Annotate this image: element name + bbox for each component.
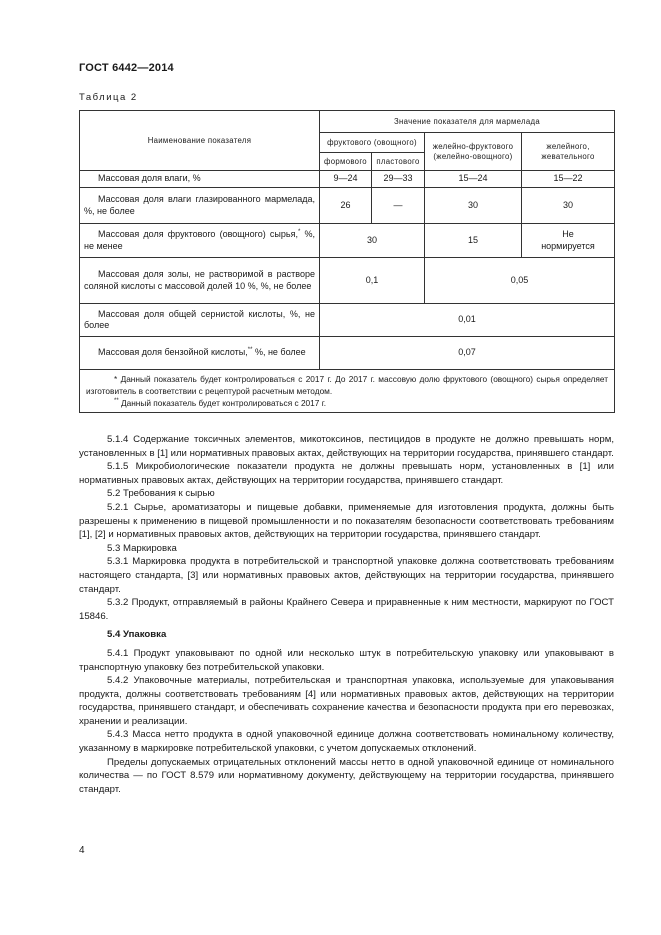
row-name: Массовая доля бензойной кислоты,** %, не более (80, 337, 320, 370)
table-row (80, 188, 615, 224)
paragraph-5-4-1: 5.4.1 Продукт упаковывают по одной или несколько штук в потребительскую упаковку или упаковывают в транспортную упаковку без потребительской упаковки. (79, 647, 614, 673)
cell-value: 15—22 (522, 171, 615, 188)
footnote-2: ** Данный показатель будет контролироваться с 2017 г. (114, 398, 327, 408)
cell-value: 15 (425, 224, 522, 258)
header-jelly-fruit: желейно-фруктового (желейно-овощного) (425, 133, 522, 171)
footnote-1: * Данный показатель будет контролироваться с 2017 г. До 2017 г. массовую долю фруктового (овощного) сырья определяет изготовитель в соответствии с рецептурой расчетным методом. (86, 374, 609, 396)
footnote-mark: * (297, 229, 301, 235)
paragraph-5-1-5: 5.1.5 Микробиологические показатели продукта не должны превышать норм, установленных в [1] или нормативных правовых актах, действующих на территории государства, принявшего стандарт. (79, 461, 614, 486)
header-fruit: фруктового (овощного) (320, 133, 425, 153)
cell-value: 0,05 (425, 258, 615, 304)
paragraph-5-3: 5.3 Маркировка (107, 542, 177, 554)
paragraph-5-4-3: 5.4.3 Масса нетто продукта в одной упаковочной единице должна соответствовать номинальному количеству, указанному в маркировке потребительской упаковки, с учетом допускаемых отклонений. (79, 729, 614, 755)
cell-value: 15—24 (425, 171, 522, 188)
cell-value: 30 (425, 188, 522, 224)
header-formed: формового (320, 153, 372, 171)
header-layer: пластового (372, 153, 425, 171)
cell-value: 29—33 (372, 171, 425, 188)
requirements-table (79, 110, 615, 413)
row-name: Массовая доля влаги, % (80, 171, 320, 188)
cell-value: 26 (320, 188, 372, 224)
paragraph-5-1-4: 5.1.4 Содержание токсичных элементов, микотоксинов, пестицидов в продукте не должно превышать норм, установленных в [1] или нормативных правовых актах, действующих на территории государства, принявшего стандарт. (79, 434, 614, 459)
row-name: Массовая доля общей сернистой кислоты, %, не более (80, 304, 320, 337)
table-row (80, 171, 615, 188)
paragraph-tolerance: Пределы допускаемых отрицательных отклонений массы нетто в одной упаковочной единице от номинального количества — по ГОСТ 8.579 или нормативному документу, действующему на территории государства, принявшего стандарт. (79, 756, 614, 795)
footnotes-cell (80, 370, 615, 413)
table-row (80, 304, 615, 337)
row-name: Массовая доля золы, не растворимой в растворе соляной кислоты с массовой долей 10 %, %, не более (80, 258, 320, 304)
document-body (79, 433, 614, 796)
cell-value: 30 (320, 224, 425, 258)
cell-value: 30 (522, 188, 615, 224)
section-heading-5-4: 5.4 Упаковка (107, 629, 167, 641)
row-name: Массовая доля влаги глазированного мармелада, %, не более (80, 188, 320, 224)
cell-value: 9—24 (320, 171, 372, 188)
header-value-group: Значение показателя для мармелада (320, 111, 615, 133)
standard-title: ГОСТ 6442—2014 (79, 62, 174, 74)
table-footnotes (80, 370, 615, 413)
cell-value: Не нормируется (522, 224, 615, 258)
table-caption: Таблица 2 (79, 92, 138, 103)
paragraph-5-2-1: 5.2.1 Сырье, ароматизаторы и пищевые добавки, применяемые для изготовления продукта, должны быть разрешены к применению в пищевой промышленности и по показателям безопасности соответствовать требованиям [1], [2] и нормативных правовых актов, действующих на территории государства, принявшего стандарт. (79, 501, 614, 541)
cell-value: 0,1 (320, 258, 425, 304)
paragraph-5-3-1: 5.3.1 Маркировка продукта в потребительской и транспортной упаковке должна соответствовать требованиям настоящего стандарта, [3] или нормативных правовых актов, действующих на территории государства, принявшего стандарт. (79, 556, 614, 595)
paragraph-5-2: 5.2 Требования к сырью (107, 488, 215, 500)
paragraph-5-4-2: 5.4.2 Упаковочные материалы, потребительская и транспортная упаковка, используемые для упаковывания продукта, должны соответствовать требованиям [4] или нормативных правовых актов, действующих на территории государства, принявшего стандарт, и обеспечивать сохранение качества и безопасности продукта при его перевозках, хранении и реализации. (79, 675, 614, 727)
header-jelly: желейного, жевательного (522, 133, 615, 171)
cell-value: 0,01 (320, 304, 615, 337)
paragraph-5-3-2: 5.3.2 Продукт, отправляемый в районы Крайнего Севера и приравненные к ним местности, маркируют по ГОСТ 15846. (79, 597, 614, 622)
cell-value: 0,07 (320, 337, 615, 370)
row-name: Массовая доля фруктового (овощного) сырья,* %, не менее (80, 224, 320, 258)
page-number: 4 (79, 845, 85, 856)
table-row (80, 337, 615, 370)
header-indicator-name: Наименование показателя (80, 111, 320, 171)
table-row (80, 224, 615, 258)
footnote-mark: ** (247, 347, 253, 354)
table-row (80, 258, 615, 304)
cell-value: — (372, 188, 425, 224)
